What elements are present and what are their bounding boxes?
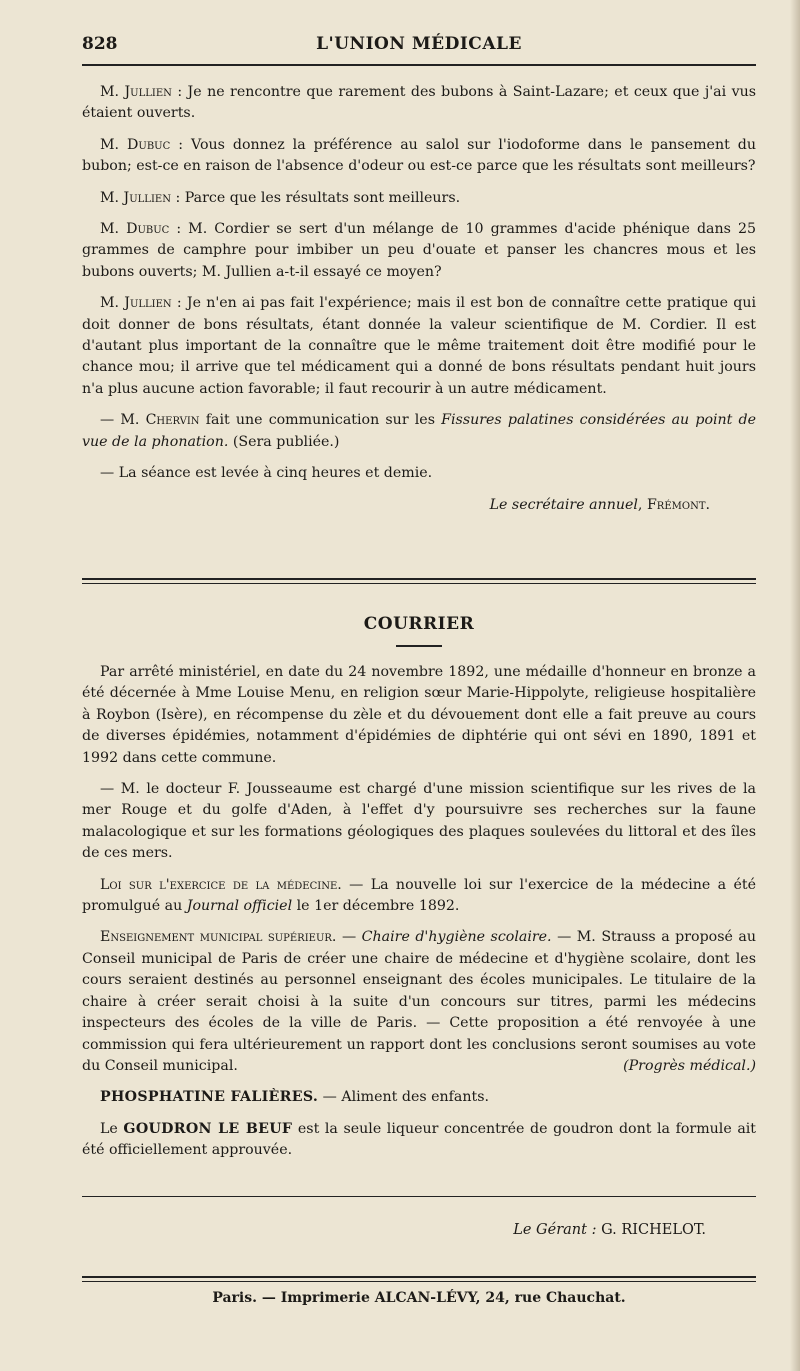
speech: : M. Cordier se sert d'un mélange de 10 grammes d'acide phénique dans 25 grammes de camphre pour imbiber un peu d'ouate et panser les chancres mous et les bubons ouverts; M. Jullien a-t-il essayé ce moyen? <box>82 221 756 280</box>
speaker: M. Jullien <box>100 295 172 312</box>
source-citation: (Progrès médical.) <box>623 1057 756 1074</box>
speaker: Chervin <box>145 412 200 429</box>
speaker: M. Jullien <box>100 189 171 206</box>
gerant-line <box>82 1222 756 1238</box>
news-paragraph: Par arrêté ministériel, en date du 24 novembre 1892, une médaille d'honneur en bronze a été décernée à Mme Louise Menu, en religion sœur Marie-Hippolyte, religieuse hospitalière à Roybon (Isère), en récompense du zèle et du dévouement dont elle a fait preuve au cours de diverses épidémies, notamment d'épidémies de diphtérie qui ont sévi en 1890, 1891 et 1992 dans cette commune. <box>82 664 756 766</box>
news-paragraph: — M. le docteur F. Jousseaume est chargé d'une mission scientifique sur les rives de la mer Rouge et du golfe d'Aden, à l'effet d'y poursuivre ses recherches sur la faune malacologique et sur les formations géologiques des plaques soulevées du littoral et des îles de ces mers. <box>82 781 756 862</box>
page-header <box>82 34 756 58</box>
courrier-section <box>82 662 756 1172</box>
closing-rule <box>82 1196 756 1197</box>
speech: : Je ne rencontre que rarement des bubons à Saint-Lazare; et ceux que j'ai vus étaient ouverts. <box>82 84 756 122</box>
speaker: M. Dubuc <box>100 221 170 238</box>
page-edge-shadow <box>790 0 800 1371</box>
proceedings-paragraph <box>82 219 756 283</box>
advert-brand: GOUDRON LE BEUF <box>123 1120 293 1137</box>
news-lead: Loi sur l'exercice de la médecine. <box>100 876 342 893</box>
seance-close: — La séance est levée à cinq heures et demie. <box>100 465 433 482</box>
speech: : Parce que les résultats sont meilleurs. <box>170 189 461 206</box>
proceedings-paragraph <box>82 188 756 209</box>
news-paragraph: Loi sur l'exercice de la médecine. — La nouvelle loi sur l'exercice de la médecine a été promulgué au Journal officiel le 1er décembre 1892. <box>82 876 756 915</box>
section-rule-top <box>82 578 756 580</box>
secretary-name: Frémont. <box>646 496 710 513</box>
footer-rule-bottom <box>82 1281 756 1282</box>
section-rule-bottom <box>82 583 756 584</box>
chair-name: Chaire d'hygiène scolaire. <box>361 929 552 946</box>
proceedings-paragraph <box>82 82 756 125</box>
gerant-name: G. RICHELOT. <box>601 1222 706 1238</box>
section-title: COURRIER <box>363 614 475 634</box>
secretary-signoff: Le secrétaire annuel, Frémont. <box>489 496 710 513</box>
journal-name: Journal officiel <box>186 898 293 915</box>
footer-rule-top <box>82 1276 756 1278</box>
speaker: M. Jullien <box>100 84 172 100</box>
title-underline <box>396 645 442 647</box>
proceedings-section <box>82 82 756 526</box>
chervin-paragraph: — M. Chervin fait une communication sur les Fissures palatines considérées au point de vue de la phonation. (Sera publiée.) <box>82 412 757 450</box>
advert-brand: PHOSPHATINE FALIÈRES. <box>100 1089 319 1106</box>
gerant-label: Le Gérant : <box>513 1222 597 1238</box>
speech: : Vous donnez la préférence au salol sur l'iodoforme dans le pansement du bubon; est-ce en raison de l'absence d'odeur ou est-ce parce que les résultats sont meilleurs? <box>82 136 756 175</box>
proceedings-paragraph <box>82 293 756 400</box>
advert-phosphatine: PHOSPHATINE FALIÈRES. — Aliment des enfants. <box>100 1089 490 1106</box>
printer-imprint: Paris. — Imprimerie ALCAN-LÉVY, 24, rue Chauchat. <box>212 1290 626 1306</box>
page-number: 828 <box>82 34 118 54</box>
header-rule <box>82 64 756 66</box>
news-lead: Enseignement municipal supérieur. <box>100 929 337 946</box>
news-paragraph: Enseignement municipal supérieur. — Chaire d'hygiène scolaire. — M. Strauss a proposé au Conseil municipal de Paris de créer une chaire de médecine et d'hygiène scolaire, dont les cours seraient destinés au personnel enseignant des écoles municipales. Le titulaire de la chaire à créer serait choisi à la suite d'un concours sur titres, parmi les médecins inspecteurs des écoles de la ville de Paris. — Cette proposition a été renvoyée à une commission qui fera ultérieurement un rapport dont les conclusions seront soumises au vote du Conseil municipal. (Progrès médical.) <box>82 927 756 1077</box>
proceedings-paragraph <box>82 135 756 178</box>
advert-goudron: Le GOUDRON LE BEUF est la seule liqueur concentrée de goudron dont la formule ait été officiellement approuvée. <box>82 1120 757 1159</box>
speech: : Je n'en ai pas fait l'expérience; mais il est bon de connaître cette pratique qui doit donner de bons résultats, étant donnée la valeur scientifique de M. Cordier. Il est d'autant plus important de la connaître que le même traitement doit être modifié pour le chance mou; il arrive que tel médicament qui a donné de bons résultats pendant huit jours n'a plus aucune action favorable; il faut recourir à un autre médicament. <box>82 295 756 397</box>
speaker: M. Dubuc <box>100 136 171 153</box>
communication-title: Fissures palatines considérées au point de vue de la phonation. <box>82 412 757 450</box>
secretary-role: Le secrétaire annuel <box>489 496 638 513</box>
running-title: L'UNION MÉDICALE <box>316 34 522 54</box>
